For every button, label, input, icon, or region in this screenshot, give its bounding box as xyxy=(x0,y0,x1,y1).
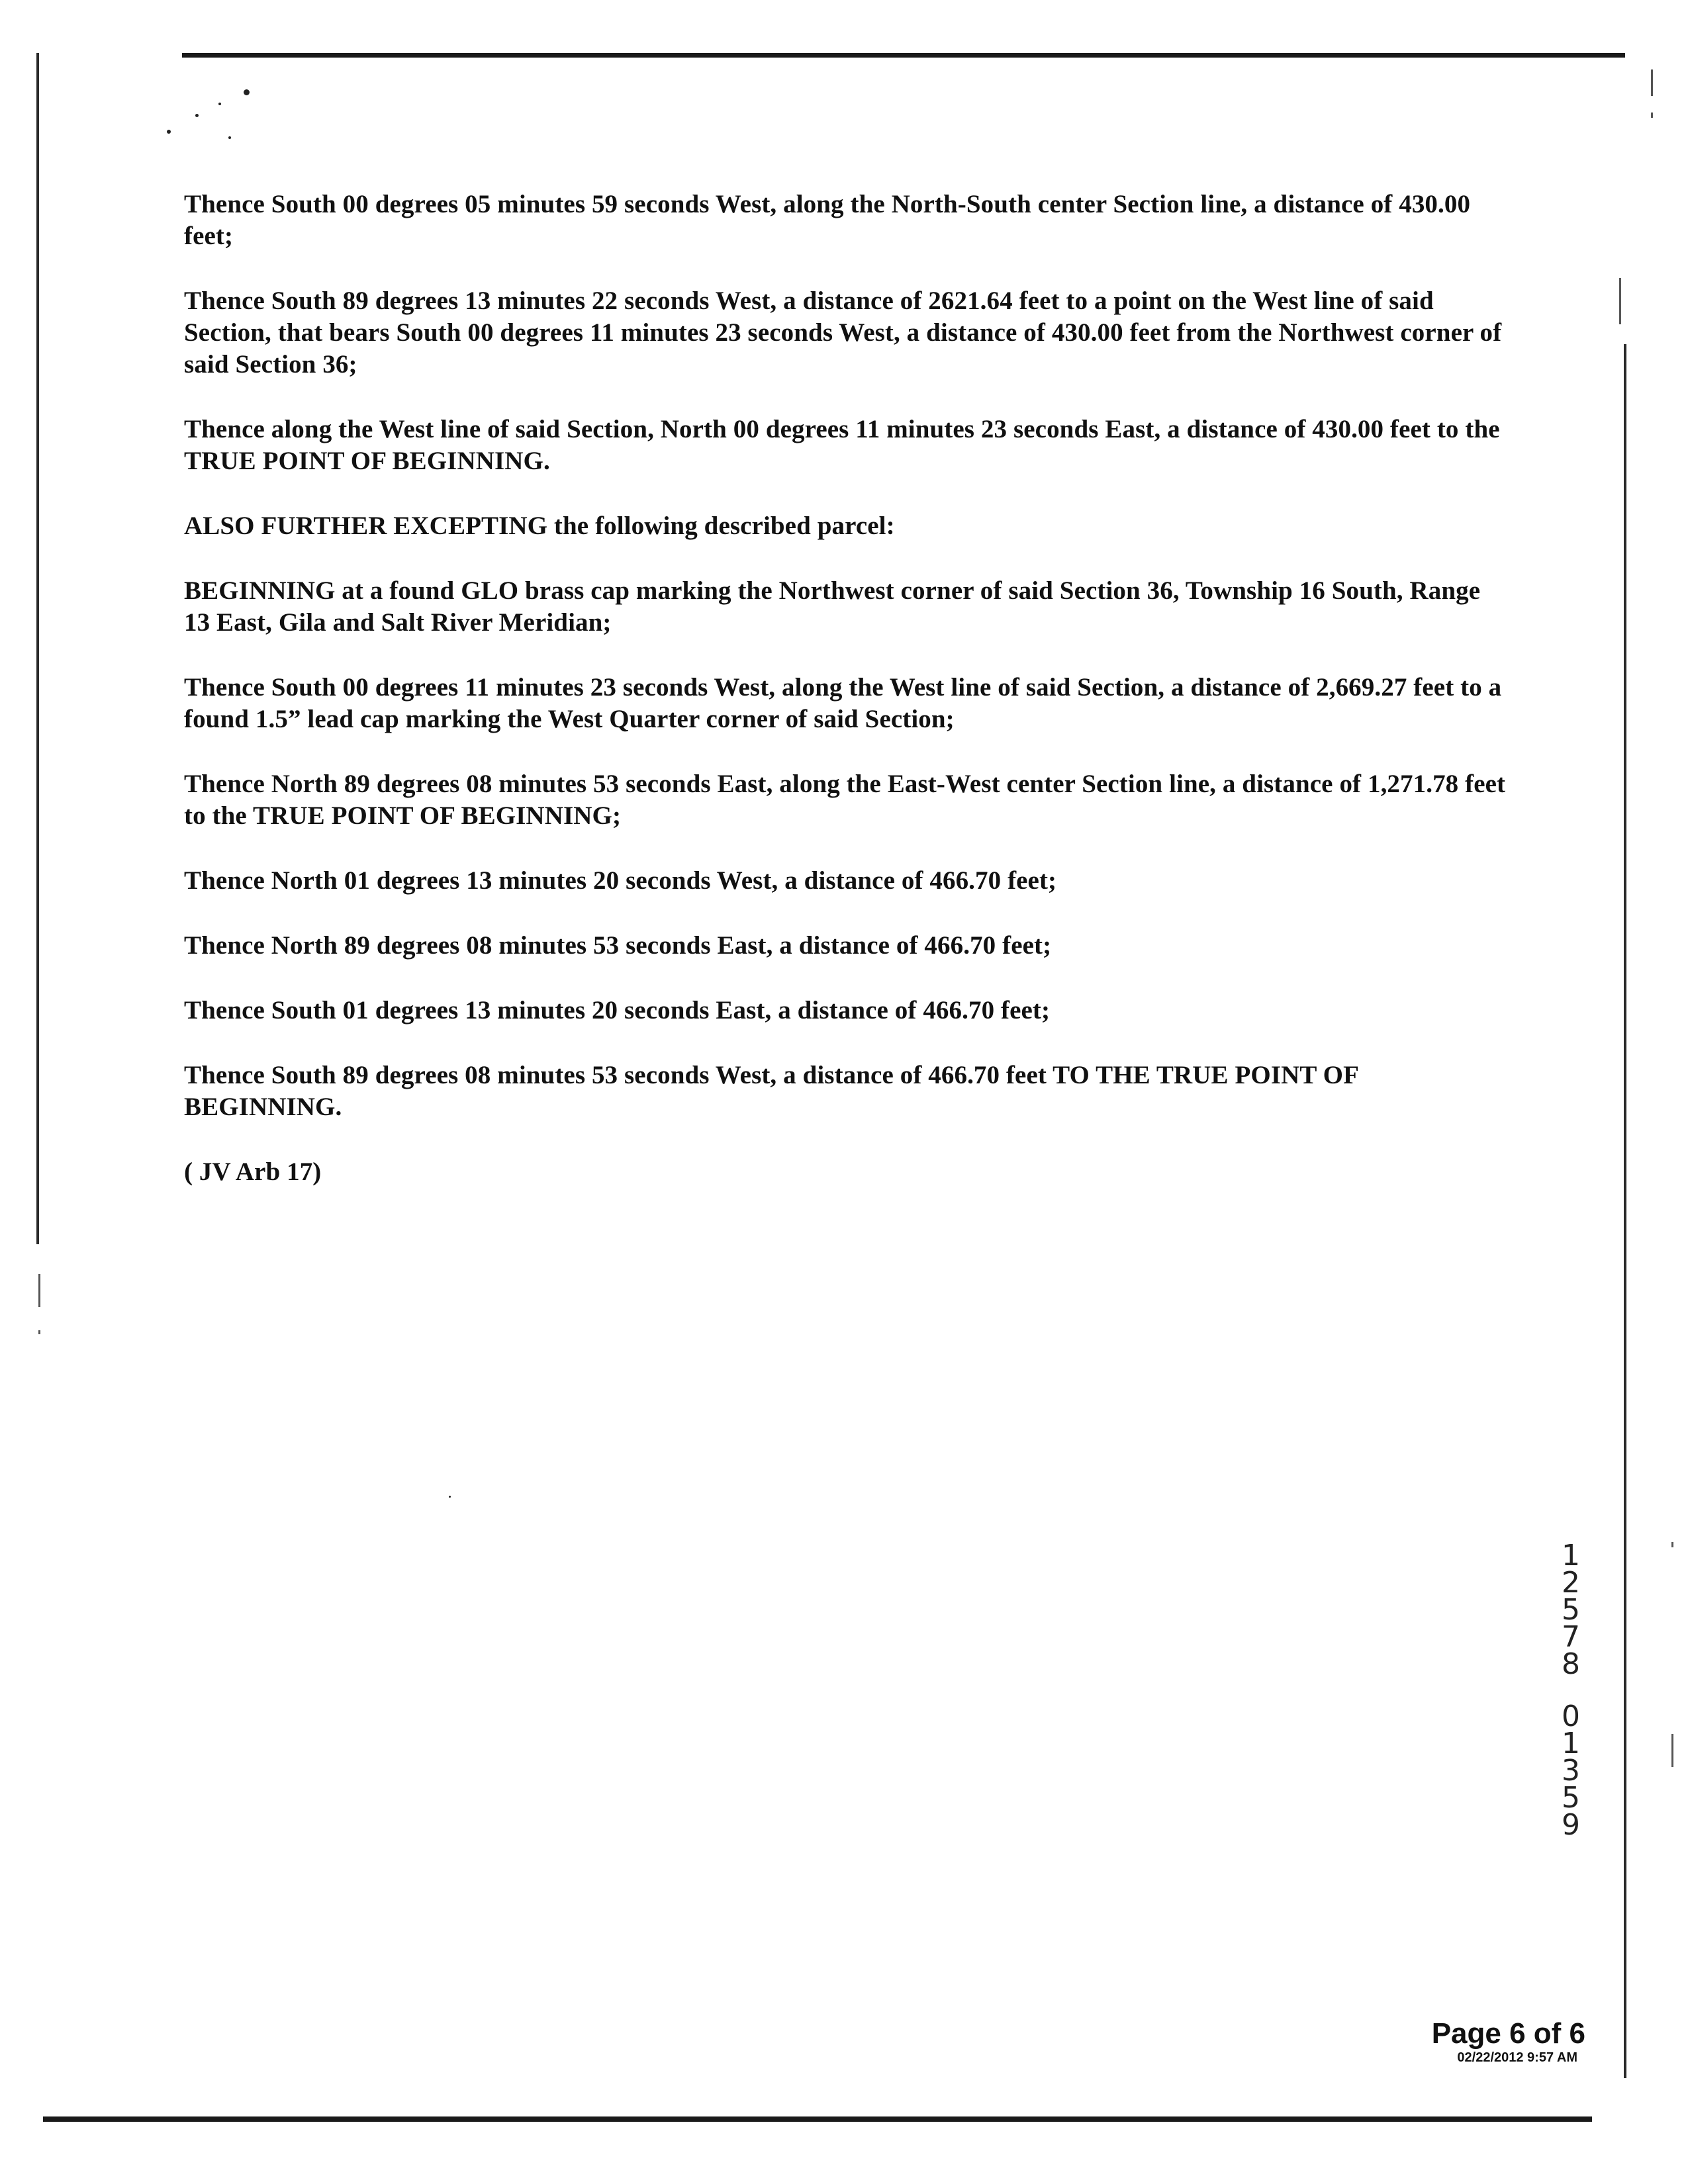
recording-digit: 5 xyxy=(1562,1781,1580,1815)
bottom-border-line xyxy=(43,2116,1592,2122)
recording-digit: 9 xyxy=(1562,1808,1580,1842)
margin-tick xyxy=(1671,1542,1673,1547)
recording-digit: 7 xyxy=(1562,1620,1580,1654)
scan-speck xyxy=(218,103,221,105)
recording-number xyxy=(1554,1539,1587,1842)
description-paragraph: BEGINNING at a found GLO brass cap marking the Northwest corner of said Section 36, Township 16 South, Range 13 East, Gila and Salt River Meridian; xyxy=(184,576,1481,637)
description-paragraph: Thence North 89 degrees 08 minutes 53 seconds East, a distance of 466.70 feet; xyxy=(184,931,1052,960)
recording-digit: 1 xyxy=(1562,1539,1580,1572)
scan-speck xyxy=(449,1496,451,1498)
recording-digit: 0 xyxy=(1562,1700,1580,1733)
margin-tick xyxy=(1651,113,1653,118)
recording-digit: 3 xyxy=(1562,1754,1580,1788)
left-border-line xyxy=(36,53,39,1244)
description-paragraph: Thence North 01 degrees 13 minutes 20 seconds West, a distance of 466.70 feet; xyxy=(184,866,1057,895)
recording-digit: 1 xyxy=(1562,1727,1580,1760)
page-number: Page 6 of 6 xyxy=(1431,2017,1585,2050)
description-paragraph: Thence along the West line of said Section, North 00 degrees 11 minutes 23 seconds East, a distance of 430.00 feet to the TRUE POINT OF BEGINNING. xyxy=(184,415,1500,475)
description-paragraph: Thence South 01 degrees 13 minutes 20 seconds East, a distance of 466.70 feet; xyxy=(184,996,1051,1024)
margin-tick xyxy=(1671,1734,1673,1767)
scan-speck xyxy=(228,136,231,139)
top-border-line xyxy=(182,53,1625,58)
description-paragraph: Thence South 89 degrees 13 minutes 22 seconds West, a distance of 2621.64 feet to a point on the West line of said Section, that bears South 00 degrees 11 minutes 23 seconds West, a distance of 430.00 feet from the Northwest corner of said Section 36; xyxy=(184,287,1502,379)
description-paragraph: Thence North 89 degrees 08 minutes 53 seconds East, along the East-West center Section line, a distance of 1,271.78 feet to the TRUE POINT OF BEGINNING; xyxy=(184,770,1506,830)
exhibit-reference: ( JV Arb 17) xyxy=(184,1158,322,1186)
margin-tick xyxy=(1651,69,1653,96)
description-paragraph: ALSO FURTHER EXCEPTING the following described parcel: xyxy=(184,512,895,540)
recording-digit: 8 xyxy=(1562,1647,1580,1681)
margin-tick xyxy=(38,1274,40,1307)
description-paragraph: Thence South 89 degrees 08 minutes 53 seconds West, a distance of 466.70 feet TO THE TRUE POINT OF BEGINNING. xyxy=(184,1061,1358,1121)
margin-tick xyxy=(38,1330,40,1334)
description-paragraph: Thence South 00 degrees 11 minutes 23 seconds West, along the West line of said Section, a distance of 2,669.27 feet to a found 1.5” lead cap marking the West Quarter corner of said Section; xyxy=(184,673,1502,733)
scan-speck xyxy=(167,130,171,134)
recording-digit: 2 xyxy=(1562,1566,1580,1600)
print-timestamp: 02/22/2012 9:57 AM xyxy=(1457,2050,1577,2065)
description-paragraph: Thence South 00 degrees 05 minutes 59 seconds West, along the North-South center Section line, a distance of 430.00 feet; xyxy=(184,190,1471,250)
recording-digit: 5 xyxy=(1562,1593,1580,1627)
legal-description xyxy=(184,189,1508,1221)
right-border-line xyxy=(1624,344,1626,2078)
scan-speck xyxy=(244,89,250,95)
scan-speck xyxy=(195,114,199,117)
margin-tick xyxy=(1619,278,1621,324)
